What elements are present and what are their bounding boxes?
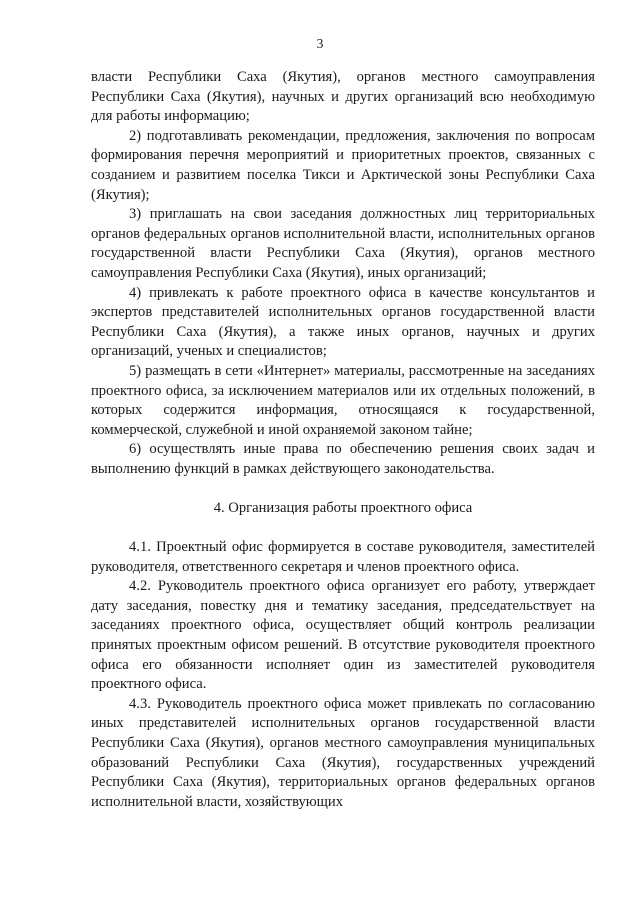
paragraph-item-4: 4) привлекать к работе проектного офиса в качестве консультантов и экспертов представителей исполнительных органов государственной власти Республики Саха (Якутия), а также иных органов, научных и других организаций, ученых и специалистов;: [91, 284, 595, 360]
section-heading: 4. Организация работы проектного офиса: [213, 500, 473, 517]
paragraph-item-5: 5) размещать в сети «Интернет» материалы, рассмотренные на заседаниях проектного офиса, за исключением материалов или их отдельных положений, в которых содержится информация, относящаяся к государственной, коммерческой, служебной и иной охраняемой законом тайне;: [91, 362, 595, 438]
paragraph-continuation: власти Республики Саха (Якутия), органов местного самоуправления Республики Саха (Якутия), научных и других организаций всю необходимую для работы информацию;: [91, 69, 595, 125]
paragraph-4-3: 4.3. Руководитель проектного офиса может привлекать по согласованию иных представителей исполнительных органов государственной власти Республики Саха (Якутия), органов местного самоуправления муниципальных образований Республики Саха (Якутия), государственных учреждений Республики Саха (Якутия), территориальных органов федеральных органов исполнительной власти, хозяйствующих: [91, 695, 595, 810]
paragraph-item-3: 3) приглашать на свои заседания должностных лиц территориальных органов федеральных органов исполнительной власти, исполнительных органов государственной власти Республики Саха (Якутия), органов местного самоуправления Республики Саха (Якутия), иных организаций;: [91, 206, 595, 281]
paragraph-item-2: 2) подготавливать рекомендации, предложения, заключения по вопросам формирования перечня мероприятий и приоритетных проектов, связанных с созданием и развитием поселка Тикси и Арктической зоны Республики Саха (Якутия);: [91, 127, 595, 203]
paragraph-4-1: 4.1. Проектный офис формируется в составе руководителя, заместителей руководителя, ответственного секретаря и членов проектного офиса.: [91, 539, 595, 575]
paragraph-4-2: 4.2. Руководитель проектного офиса организует его работу, утверждает дату заседания, повестку дня и тематику заседания, председательствует на заседаниях проектного офиса, осуществляет общий контроль реализации принятых проектным офисом решений. В отсутствие руководителя проектного офиса его обязанности исполняет один из заместителей руководителя проектного офиса.: [91, 578, 595, 693]
paragraph-item-6: 6) осуществлять иные права по обеспечению решения своих задач и выполнению функций в рамках действующего законодательства.: [91, 441, 595, 477]
page-number: 3: [316, 36, 324, 51]
document-body: [91, 68, 595, 812]
